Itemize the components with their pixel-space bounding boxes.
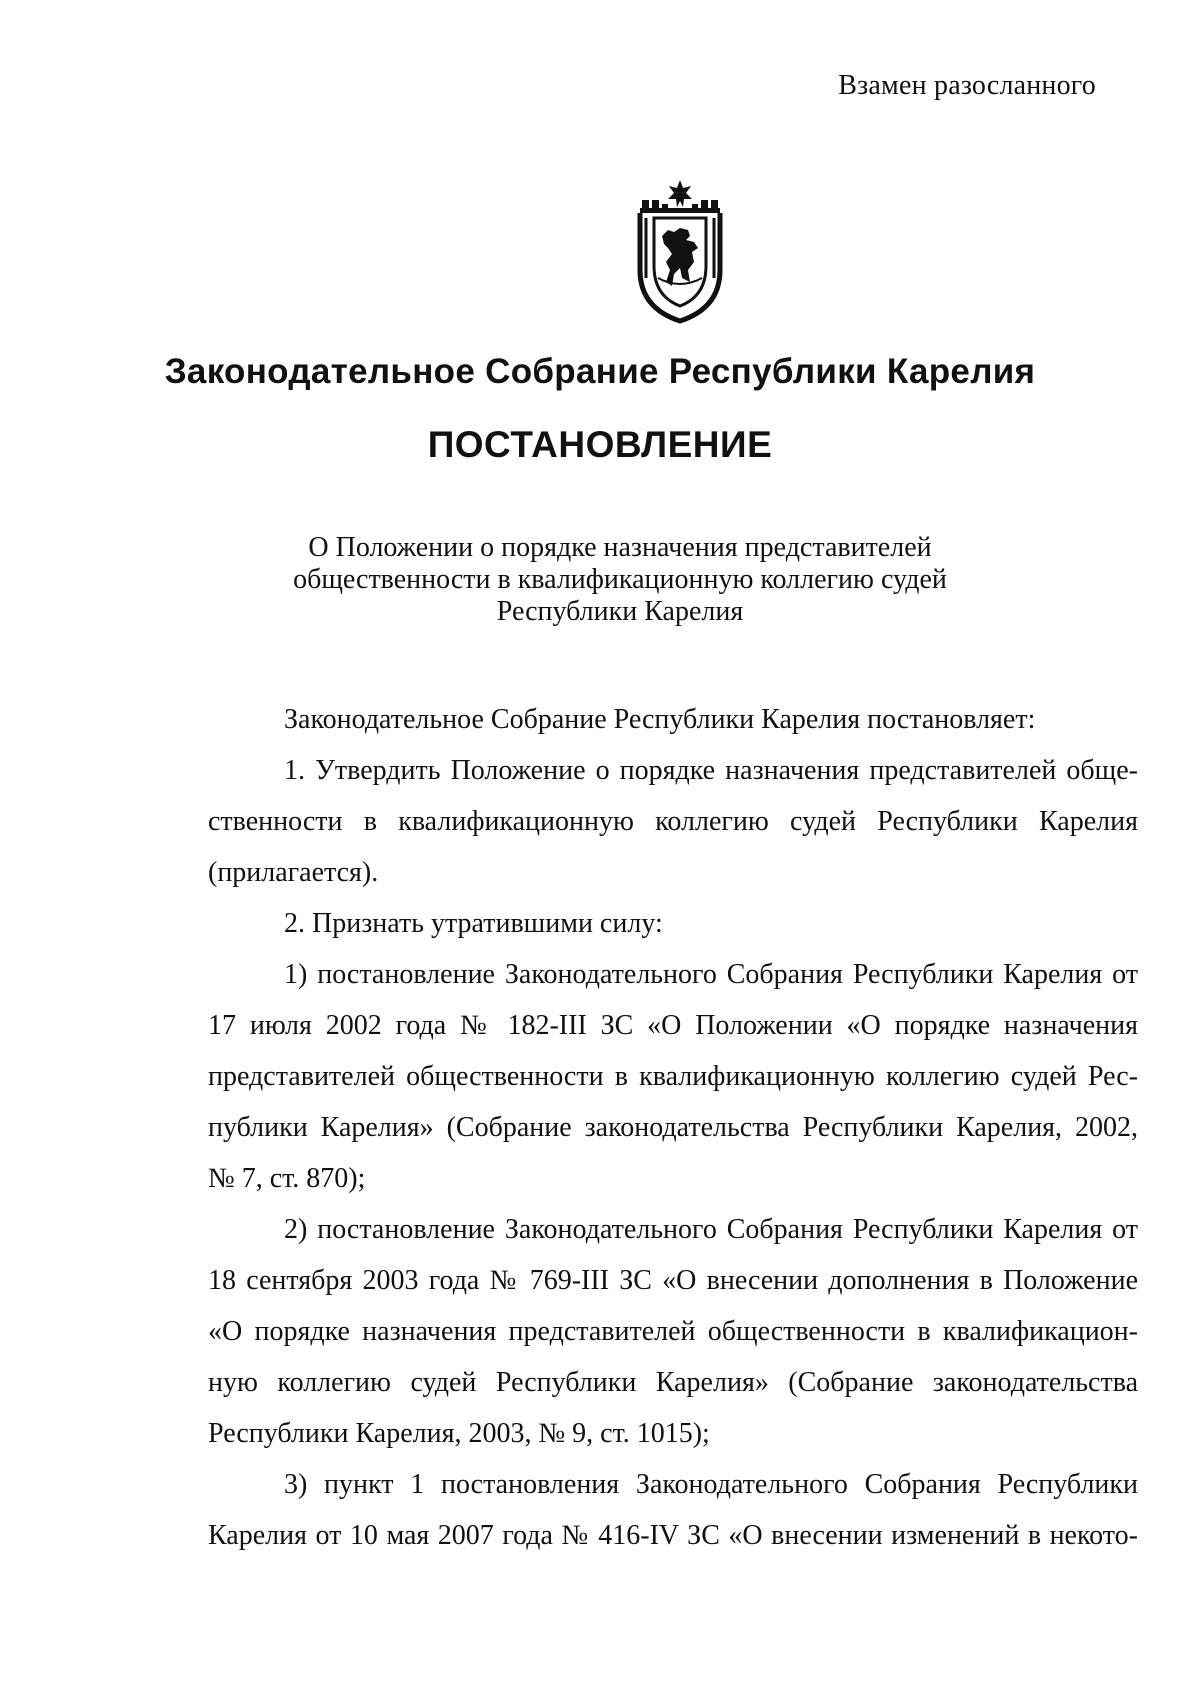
subject-line: общественности в квалификационную коллегию судей <box>293 564 947 595</box>
organization-title: Законодательное Собрание Республики Карелия <box>164 352 1036 391</box>
item-2-heading-paragraph <box>208 898 1138 949</box>
document-subject <box>250 532 990 628</box>
subject-line: О Положении о порядке назначения представителей <box>308 532 932 563</box>
item-2-sub-2-line: «О порядке назначения представителей общественности в квалификацион- <box>208 1316 1138 1347</box>
item-1-line: (прилагается). <box>208 857 379 888</box>
item-2-sub-3-paragraph <box>208 1459 1138 1561</box>
item-2-heading: 2. Признать утратившими силу: <box>284 908 663 939</box>
preamble-text: Законодательное Собрание Республики Карелия постановляет: <box>284 704 1036 735</box>
item-2-sub-1-line: 17 июля 2002 года № 182-III ЗС «О Положении «О порядке назначения <box>208 1010 1138 1041</box>
document-body <box>208 694 1138 1561</box>
item-1-line: 1. Утвердить Положение о порядке назначения представителей обще- <box>284 755 1138 786</box>
item-2-sub-1-paragraph <box>208 949 1138 1204</box>
subject-line: Республики Карелия <box>496 596 744 627</box>
item-2-sub-1-line: 1) постановление Законодательного Собрания Республики Карелия от <box>284 959 1138 990</box>
preamble-paragraph <box>208 694 1138 745</box>
item-2-sub-2-paragraph <box>208 1204 1138 1459</box>
item-2-sub-2-line: 2) постановление Законодательного Собрания Республики Карелия от <box>284 1214 1138 1245</box>
item-2-sub-1-line: № 7, ст. 870); <box>208 1163 366 1194</box>
item-2-sub-1-line: представителей общественности в квалификационную коллегию судей Рес- <box>208 1061 1138 1092</box>
item-2-sub-2-line: Республики Карелия, 2003, № 9, ст. 1015); <box>208 1418 710 1449</box>
item-1-paragraph <box>208 745 1138 898</box>
item-2-sub-2-line: ную коллегию судей Республики Карелия» (Собрание законодательства <box>208 1367 1138 1398</box>
item-2-sub-2-line: 18 сентября 2003 года № 769-III ЗС «О внесении дополнения в Положение <box>208 1265 1138 1296</box>
document-type-heading: ПОСТАНОВЛЕНИЕ <box>427 424 773 465</box>
item-1-line: ственности в квалификационную коллегию судей Республики Карелия <box>208 806 1138 837</box>
karelia-coat-of-arms-icon <box>628 178 732 324</box>
item-2-sub-3-line: Карелия от 10 мая 2007 года № 416-IV ЗС «О внесении изменений в некото- <box>208 1520 1138 1551</box>
item-2-sub-3-line: 3) пункт 1 постановления Законодательного Собрания Республики <box>284 1469 1138 1500</box>
item-2-sub-1-line: публики Карелия» (Собрание законодательства Республики Карелия, 2002, <box>208 1112 1138 1143</box>
replacement-note: Взамен разосланного <box>838 70 1096 101</box>
